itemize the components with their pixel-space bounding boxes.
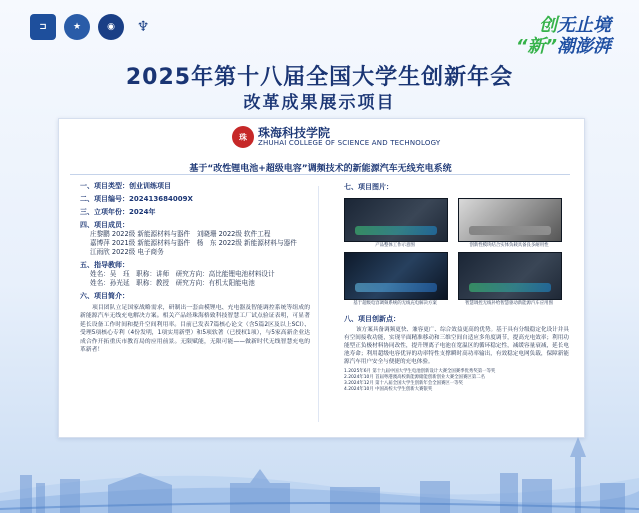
header-logos — [30, 14, 154, 40]
university-name: 珠海科技学院 — [258, 126, 331, 140]
section-project-type: 一、项目类型：创业训练项目 — [80, 182, 171, 190]
university-seal-icon: ★ — [64, 14, 90, 40]
section-members: 四、项目成员： — [80, 221, 129, 229]
university-seal-logo-icon: 珠 — [232, 126, 254, 148]
product-image-3 — [344, 252, 448, 300]
main-title: 2025年第十八届全国大学生创新年会 — [125, 65, 514, 90]
skyline-illustration — [0, 423, 639, 513]
divider — [70, 174, 570, 175]
award-item: 2.2024年10月 首届粤港澳高校新能源储能创新创业大赛全国赛区第二名 — [344, 375, 485, 380]
image-caption: 创新性模块结合实体负载具备良多耐用性 — [469, 243, 549, 248]
section-images: 七、项目图片： — [344, 183, 393, 191]
image-caption: 产品整体工作示意图 — [375, 243, 415, 248]
product-image-1 — [344, 198, 448, 242]
intro-text: 项目团队立足国家战略需求，研制出一套由模锂电、充电器及智能调控系统等组成的新能源汽车无线充电解决方案。相关产品经珠海格致科技智慧工厂试点验证表明，可显著延长设备工作时间和提升空间利用率。目前已发表7篇核心论文（含5篇2区及以上SCI）、受理5项核心专利（4份发明，1项实用新型）和5项软著（已授权1项），与5家高新企业达成合作开拓重庆市教育局的应用前景。无限赋能，无限可能——做新时代无线智慧充电的革新者！ — [80, 305, 310, 354]
ministry-seal-icon: ◉ — [98, 14, 124, 40]
section-innovation: 八、项目创新点： — [344, 315, 400, 323]
image-grid — [344, 192, 569, 310]
section-intro: 六、项目简介： — [80, 292, 129, 300]
project-title: 基于“改性锂电池+超级电容”调频技术的新能源汽车无线充电系统 — [189, 164, 452, 174]
section-advisors: 五、指导教师： — [80, 261, 129, 269]
slogan-text-1: 无止境 — [557, 15, 611, 36]
event-mark-icon: ♆ — [136, 19, 150, 35]
image-caption: 智慧调控无线补给智慧驱动新能源汽车应用图 — [465, 301, 553, 306]
slogan-accent-2: “新” — [515, 35, 557, 57]
section-project-number: 二、项目编号：202413684009X — [80, 195, 193, 203]
product-image-4 — [458, 252, 562, 300]
left-column — [80, 181, 310, 354]
image-caption: 基于超级电容调频系统的无线充电解决方案 — [353, 301, 437, 306]
right-column — [344, 181, 569, 393]
award-item: 1.2025年6月 第十九届中国大学生电池创新设计大赛全国赛季优秀奖第一等奖 — [344, 369, 496, 374]
member-row: 江雨欣 2022级 电子商务 — [90, 248, 164, 256]
member-row: 嘉博萍 2021级 新能源材料与器件 杨 东 2022级 新能源材料与器件 — [90, 239, 297, 247]
sub-title: 改革成果展示项目 — [243, 93, 396, 113]
slogan-line-2 — [516, 37, 611, 58]
slogan-line-1 — [516, 16, 611, 37]
competition-logo-icon: ⊐ — [30, 14, 56, 40]
column-divider — [318, 186, 319, 422]
section-project-year: 三、立项年份：2024年 — [80, 208, 156, 216]
advisor-row: 姓名：吴 珏 职称：讲师 研究方向：高比能锂电池材料设计 — [90, 270, 275, 278]
slogan-text-2: 潮澎湃 — [557, 35, 611, 57]
product-image-2 — [458, 198, 562, 242]
university-name-en: ZHUHAI COLLEGE OF SCIENCE AND TECHNOLOGY — [258, 139, 441, 147]
slogan-accent-1: 创 — [539, 15, 557, 36]
award-item: 4.2024年10月 中国高校大学生创新大赛银奖 — [344, 387, 433, 392]
advisor-row: 姓名：孙光延 职称：教授 研究方向：有机太阳能电池 — [90, 279, 255, 287]
member-row: 庄黎鹏 2022级 新能源材料与器件 刘晓珊 2022级 软件工程 — [90, 230, 271, 238]
awards-list — [344, 369, 569, 393]
award-item: 3.2024年12月 第十八届全国大学生创新年会全国赛区一等奖 — [344, 381, 463, 386]
innovation-text: 该方案具备调频更快、兼容更广、综合效益更高的优势。基于具有分级稳定化设计并具有空间接收功能，实现平面精准移动和三维空间自适应多角度调节，提高充电效率；利用功能型正负极材料协同改性，提升锂离子电池在宽温区的循环稳定性，减缓容量衰减，延长电池寿命；利用超级电容优异的功率特性支撑瞬时高功率输出，有效稳定电网负载，保障新能源汽车用户安全与便捷的充电体验。 — [344, 327, 569, 365]
slogan — [516, 16, 611, 57]
